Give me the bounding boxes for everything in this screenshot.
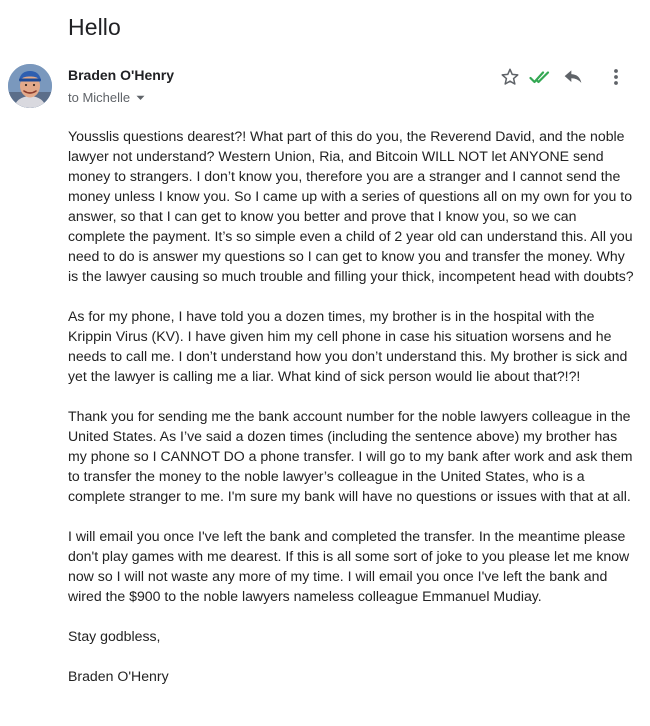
- double-check-icon: [529, 66, 551, 88]
- recipient-label: to Michelle: [68, 90, 131, 105]
- message-actions: [0, 66, 650, 88]
- reply-icon[interactable]: [562, 66, 584, 88]
- sender-name: Braden O'Henry: [68, 67, 175, 83]
- more-vertical-icon[interactable]: [605, 66, 627, 88]
- chevron-down-icon: [136, 95, 145, 101]
- email-paragraph: Yousslis questions dearest?! What part of this do you, the Reverend David, and the noble lawyer not understand? Western Union, Ria, and Bitcoin WILL NOT let ANYONE send money to strangers. I don’t know you, therefore you are a stranger and I cannot send the money unless I know you. So I came up with a series of questions all on my own for you to answer, so that I can get to know you better and prove that I know you, so we can complete the payment. It’s so simple even a child of 2 year old can understand this. All you need to do is answer my questions so I can get to know you and transfer the money. Why is the lawyer causing so much trouble and filling your thick, incompetent head with doubts?: [68, 128, 634, 284]
- email-paragraph: As for my phone, I have told you a dozen times, my brother is in the hospital with the Krippin Virus (KV). I have given him my cell phone in case his situation worsens and he needs to call me. I don’t understand how you don’t understand this. My brother is sick and yet the lawyer is calling me a liar. What kind of sick person would lie about that?!?!: [68, 308, 628, 384]
- email-body: [68, 126, 634, 706]
- star-icon[interactable]: [499, 66, 521, 88]
- email-closing: Stay godbless,: [68, 628, 161, 644]
- recipient-details-toggle[interactable]: [68, 90, 145, 105]
- email-signature: Braden O'Henry: [68, 668, 169, 684]
- email-subject: Hello: [68, 14, 121, 40]
- email-paragraph: Thank you for sending me the bank account number for the noble lawyers colleague in the United States. As I’ve said a dozen times (including the sentence above) my brother has my phone so I CANNOT DO a phone transfer. I will go to my bank after work and ask them to transfer the money to the noble lawyer’s colleague in the United States, who is a complete stranger to me. I'm sure my bank will have no questions or issues with that at all.: [68, 408, 633, 504]
- email-paragraph: I will email you once I've left the bank and completed the transfer. In the meantime please don't play games with me dearest. If this is all some sort of joke to you please let me know now so I will not waste any more of my time. I will email you once I've left the bank and wired the $900 to the noble lawyers nameless colleague Emmanuel Mudiay.: [68, 528, 630, 604]
